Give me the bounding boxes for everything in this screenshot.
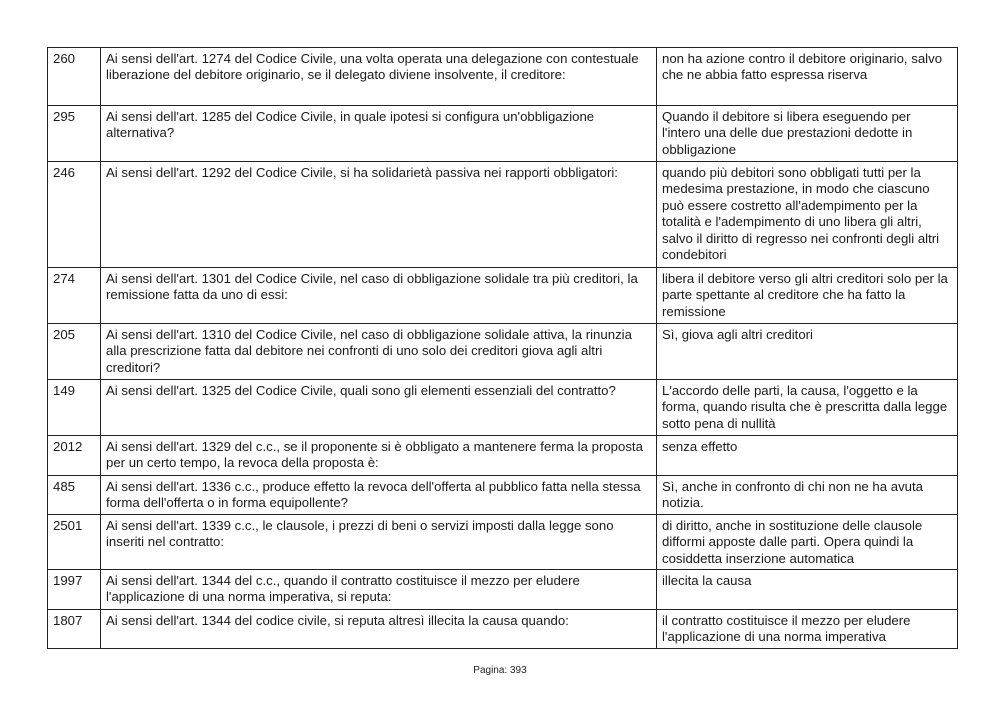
- answer-text: Sì, anche in confronto di chi non ne ha avuta notizia.: [657, 476, 958, 515]
- question-id: 260: [48, 48, 101, 106]
- question-id: 295: [48, 106, 101, 162]
- answer-text: il contratto costituisce il mezzo per eludere l'applicazione di una norma imperativa: [657, 610, 958, 649]
- answer-text: di diritto, anche in sostituzione delle clausole difformi apposte dalle parti. Opera quindi la cosiddetta inserzione automatica: [657, 515, 958, 570]
- question-id: 1807: [48, 610, 101, 649]
- question-text: Ai sensi dell'art. 1344 del codice civile, si reputa altresì illecita la causa quando:: [101, 610, 657, 649]
- question-text: Ai sensi dell'art. 1329 del c.c., se il proponente si è obbligato a mantenere ferma la proposta per un certo tempo, la revoca della proposta è:: [101, 436, 657, 476]
- table-row: [48, 48, 958, 106]
- answer-text: senza effetto: [657, 436, 958, 476]
- answer-text: illecita la causa: [657, 570, 958, 610]
- table-row: [48, 515, 958, 570]
- table-row: [48, 106, 958, 162]
- table-row: [48, 162, 958, 268]
- answer-text: quando più debitori sono obbligati tutti per la medesima prestazione, in modo che ciascuno può essere costretto all'adempimento per la totalità e l'adempimento di uno libera gli altri, salvo il diritto di regresso nei confronti degli altri condebitori: [657, 162, 958, 268]
- question-text: Ai sensi dell'art. 1325 del Codice Civile, quali sono gli elementi essenziali del contratto?: [101, 380, 657, 436]
- table-row: [48, 570, 958, 610]
- question-text: Ai sensi dell'art. 1336 c.c., produce effetto la revoca dell'offerta al pubblico fatta nella stessa forma dell'offerta o in forma equipollente?: [101, 476, 657, 515]
- question-text: Ai sensi dell'art. 1285 del Codice Civile, in quale ipotesi si configura un'obbligazione alternativa?: [101, 106, 657, 162]
- answer-text: Sì, giova agli altri creditori: [657, 324, 958, 380]
- question-id: 274: [48, 268, 101, 324]
- table-row: [48, 324, 958, 380]
- table-row: [48, 436, 958, 476]
- question-text: Ai sensi dell'art. 1344 del c.c., quando il contratto costituisce il mezzo per eludere l'applicazione di una norma imperativa, si reputa:: [101, 570, 657, 610]
- answer-text: libera il debitore verso gli altri creditori solo per la parte spettante al creditore che ha fatto la remissione: [657, 268, 958, 324]
- question-text: Ai sensi dell'art. 1274 del Codice Civile, una volta operata una delegazione con contestuale liberazione del debitore originario, se il delegato diviene insolvente, il creditore:: [101, 48, 657, 106]
- table-row: [48, 380, 958, 436]
- page-number: Pagina: 393: [473, 665, 527, 676]
- table-row: [48, 610, 958, 649]
- answer-text: non ha azione contro il debitore originario, salvo che ne abbia fatto espressa riserva: [657, 48, 958, 106]
- table-row: [48, 268, 958, 324]
- questions-table: [47, 47, 958, 649]
- answer-text: L'accordo delle parti, la causa, l'oggetto e la forma, quando risulta che è prescritta dalla legge sotto pena di nullità: [657, 380, 958, 436]
- question-id: 246: [48, 162, 101, 268]
- question-text: Ai sensi dell'art. 1292 del Codice Civile, si ha solidarietà passiva nei rapporti obbligatori:: [101, 162, 657, 268]
- question-id: 149: [48, 380, 101, 436]
- question-id: 485: [48, 476, 101, 515]
- question-id: 2012: [48, 436, 101, 476]
- question-id: 2501: [48, 515, 101, 570]
- table-row: [48, 476, 958, 515]
- question-text: Ai sensi dell'art. 1301 del Codice Civile, nel caso di obbligazione solidale tra più creditori, la remissione fatta da uno di essi:: [101, 268, 657, 324]
- question-id: 205: [48, 324, 101, 380]
- question-text: Ai sensi dell'art. 1339 c.c., le clausole, i prezzi di beni o servizi imposti dalla legge sono inseriti nel contratto:: [101, 515, 657, 570]
- question-text: Ai sensi dell'art. 1310 del Codice Civile, nel caso di obbligazione solidale attiva, la rinunzia alla prescrizione fatta dal debitore nei confronti di uno solo dei creditori giova agli altri creditori?: [101, 324, 657, 380]
- answer-text: Quando il debitore si libera eseguendo per l'intero una delle due prestazioni dedotte in obbligazione: [657, 106, 958, 162]
- question-id: 1997: [48, 570, 101, 610]
